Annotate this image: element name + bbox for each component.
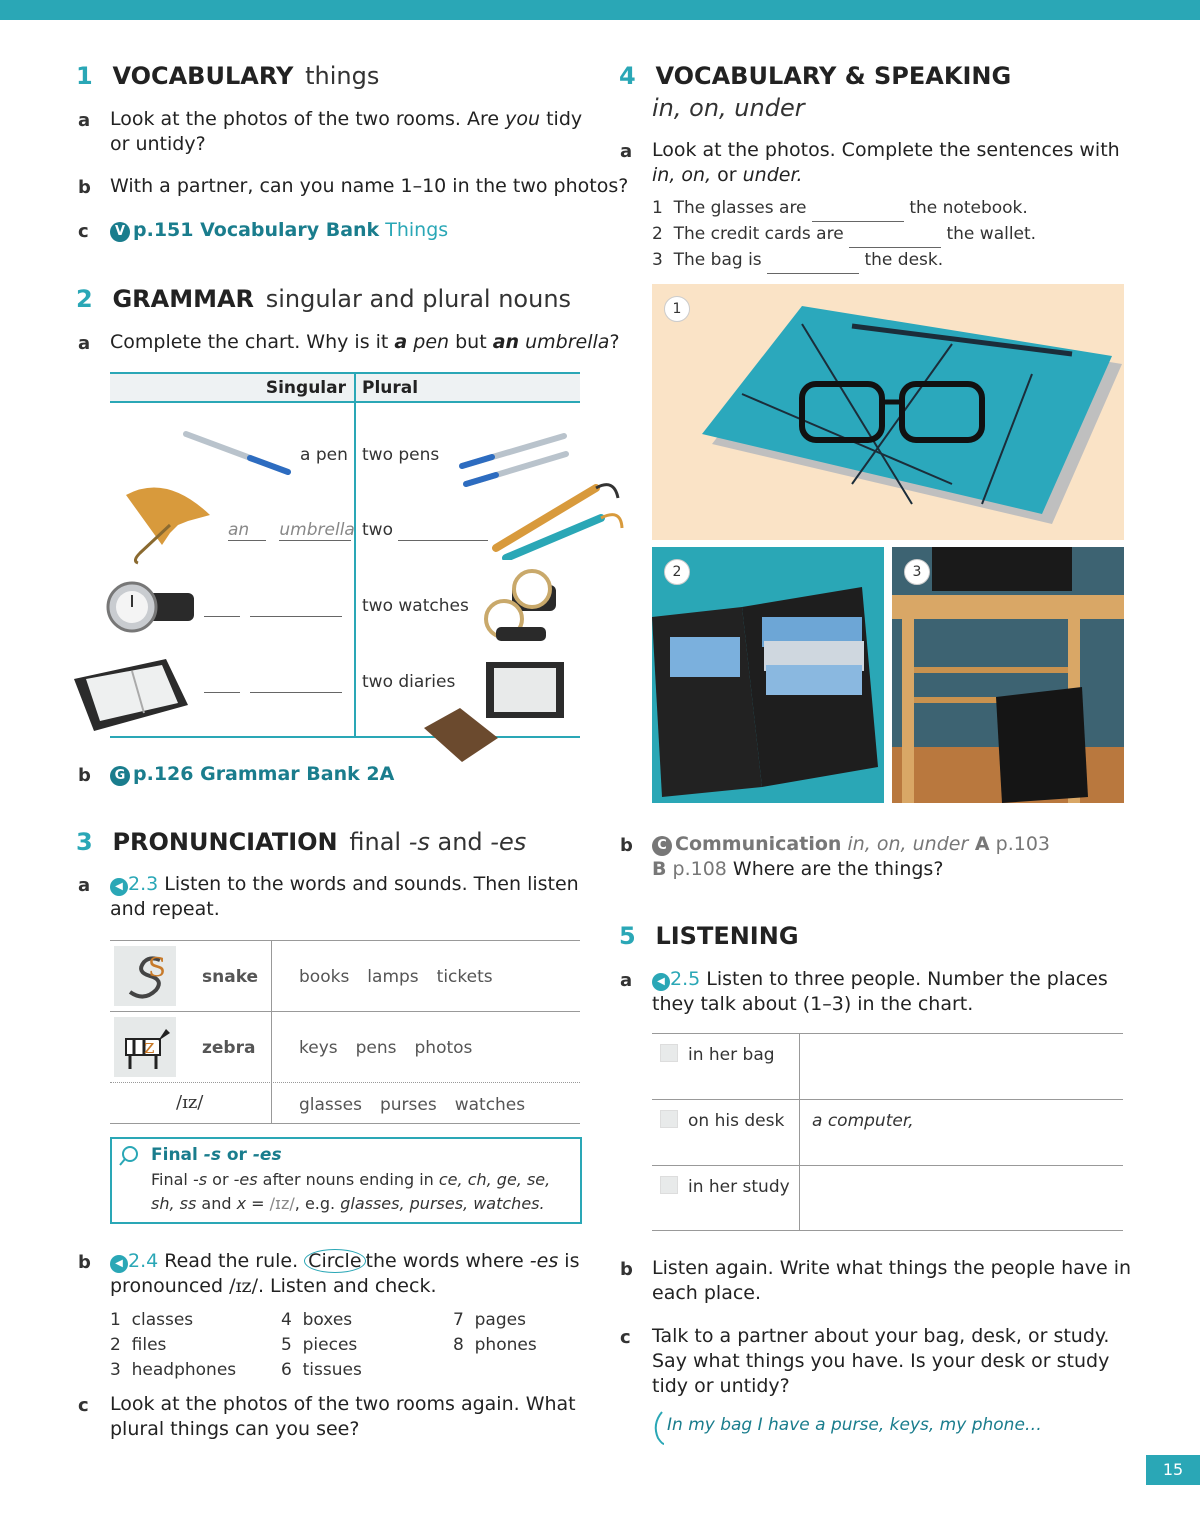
exercise-letter: a xyxy=(78,110,91,131)
exercise-3c-text: Look at the photos of the two rooms again. What plural things can you see? xyxy=(110,1393,576,1440)
sentence-list: 1 The glasses are the notebook. 2 The credit cards are the wallet. 3 The bag is the desk. xyxy=(652,196,1036,274)
svg-text:S: S xyxy=(148,953,166,983)
singular-diary-blank xyxy=(204,672,342,693)
chart-header-border xyxy=(110,401,580,403)
exercise-letter: c xyxy=(78,221,89,242)
plural-watches: two watches xyxy=(362,596,469,616)
audio-icon[interactable]: ◀ xyxy=(110,878,128,896)
section-subtitle: in, on, under xyxy=(652,94,805,122)
section-number: 5 xyxy=(619,922,636,950)
section-4-heading xyxy=(619,62,1011,90)
exercise-5c-text: Talk to a partner about your bag, desk, or study. Say what things you have. Is your desk or study tidy or untidy? xyxy=(652,1325,1110,1397)
communication-link[interactable]: C Communication in, on, under A p.103 B p.108 Where are the things? xyxy=(652,833,1050,880)
table-line xyxy=(110,940,580,941)
photo-notebook xyxy=(652,284,1124,540)
exercise-letter: a xyxy=(620,141,633,162)
section-title: LISTENING xyxy=(655,922,799,950)
section-number: 3 xyxy=(76,828,93,856)
magnifier-icon xyxy=(118,1145,140,1167)
exercise-1a-text: Look at the photos of the two rooms. Are you tidy or untidy? xyxy=(110,108,583,155)
audio-icon[interactable]: ◀ xyxy=(652,973,670,991)
exercise-letter: b xyxy=(78,1252,91,1273)
singular-umbrella: an umbrella xyxy=(228,520,355,540)
page-number: 15 xyxy=(1146,1455,1200,1485)
sound-iz: /ɪz/ xyxy=(176,1092,204,1113)
table-line xyxy=(110,1011,580,1012)
exercise-letter: c xyxy=(78,1395,89,1416)
zebra-icon xyxy=(114,1017,176,1077)
exercise-3a-text: ◀ 2.3 Listen to the words and sounds. Then listen and repeat. xyxy=(110,873,579,920)
pen-icon xyxy=(180,428,295,478)
exercise-letter: b xyxy=(620,835,633,856)
section-title: GRAMMAR xyxy=(112,285,255,313)
number-box[interactable] xyxy=(660,1044,678,1062)
section-number: 1 xyxy=(76,62,93,90)
exercise-2a-text: Complete the chart. Why is it a pen but an umbrella? xyxy=(110,331,620,353)
diary-icon xyxy=(70,655,195,735)
snake-words: books lamps tickets xyxy=(299,967,493,987)
tip-title: Final -s or -es xyxy=(151,1145,282,1165)
vocabulary-icon: V xyxy=(110,222,130,242)
exercise-letter: a xyxy=(78,333,91,354)
photo-label-1: 1 xyxy=(664,296,690,322)
photo-label-3: 3 xyxy=(904,559,930,585)
section-5-heading xyxy=(619,922,799,950)
sound-zebra: zebra xyxy=(202,1038,256,1058)
section-subtitle: singular and plural nouns xyxy=(265,285,572,313)
table-divider xyxy=(799,1033,800,1230)
zebra-words: keys pens photos xyxy=(299,1038,473,1058)
exercise-letter: b xyxy=(78,765,91,786)
circle-word: Circle xyxy=(304,1249,365,1273)
iz-words: glasses purses watches xyxy=(299,1095,526,1115)
table-line xyxy=(110,1082,580,1083)
grammar-icon: G xyxy=(110,766,130,786)
exercise-4a-text: Look at the photos. Complete the sentences with in, on, or under. xyxy=(652,139,1120,186)
top-bar xyxy=(0,0,1200,20)
snake-icon xyxy=(114,946,176,1006)
photo-desk xyxy=(892,547,1124,803)
place-3: in her study xyxy=(688,1177,790,1197)
word-list-col3: 7 pages 8 phones xyxy=(453,1310,537,1355)
grammar-bank-link[interactable]: G p.126 Grammar Bank 2A xyxy=(110,762,394,787)
exercise-3b-text: ◀ 2.4 Read the rule. Circle the words where -es is pronounced /ɪz/. Listen and check. xyxy=(110,1250,580,1297)
singular-pen: a pen xyxy=(300,445,348,465)
exercise-letter: c xyxy=(620,1327,631,1348)
umbrella-icon xyxy=(118,475,218,565)
plural-pens: two pens xyxy=(362,445,440,465)
section-subtitle: things xyxy=(305,62,380,90)
vocabulary-bank-link[interactable]: V p.151 Vocabulary Bank Things xyxy=(110,218,448,243)
photo-wallet xyxy=(652,547,884,803)
audio-icon[interactable]: ◀ xyxy=(110,1255,128,1273)
communication-icon: C xyxy=(652,836,672,856)
watches-icon xyxy=(482,565,562,647)
tip-text: Final -s or -es after nouns ending in ce, ch, ge, se, sh, ss and x = /ɪz/, e.g. glasses, purses, watches. xyxy=(151,1170,551,1213)
exercise-5b-text: Listen again. Write what things the people have in each place. xyxy=(652,1257,1132,1304)
section-number: 4 xyxy=(619,62,636,90)
table-divider xyxy=(271,940,272,1123)
svg-text:z: z xyxy=(144,1034,155,1058)
word-list-col2: 4 boxes 5 pieces 6 tissues xyxy=(281,1310,362,1380)
table-line xyxy=(652,1230,1123,1231)
watch-icon xyxy=(104,575,196,641)
section-2-heading xyxy=(76,285,571,313)
number-box[interactable] xyxy=(660,1110,678,1128)
exercise-letter: b xyxy=(620,1259,633,1280)
things-2[interactable]: a computer, xyxy=(812,1111,914,1131)
word-list-col1: 1 classes 2 files 3 headphones xyxy=(110,1310,237,1380)
exercise-letter: a xyxy=(620,970,633,991)
section-number: 2 xyxy=(76,285,93,313)
diaries-icon xyxy=(420,658,570,764)
exercise-1b-text: With a partner, can you name 1–10 in the two photos? xyxy=(110,175,629,197)
table-line xyxy=(652,1165,1123,1166)
photo-label-2: 2 xyxy=(664,559,690,585)
section-subtitle: final -s and -es xyxy=(349,828,527,856)
section-title: VOCABULARY xyxy=(112,62,294,90)
example-sentence: In my bag I have a purse, keys, my phone… xyxy=(667,1415,1042,1435)
plural-diaries: two diaries xyxy=(362,672,456,692)
exercise-letter: b xyxy=(78,177,91,198)
section-3-heading xyxy=(76,828,526,856)
place-1: in her bag xyxy=(688,1045,775,1065)
plural-umbrella: two xyxy=(362,520,488,541)
chart-header-plural: Plural xyxy=(362,378,419,398)
chart-header-singular: Singular xyxy=(265,378,346,398)
section-title: VOCABULARY & SPEAKING xyxy=(655,62,1012,90)
speech-bubble-icon xyxy=(650,1410,666,1446)
number-box[interactable] xyxy=(660,1176,678,1194)
exercise-5a-text: ◀ 2.5 Listen to three people. Number the places they talk about (1–3) in the chart. xyxy=(652,968,1108,1015)
section-title: PRONUNCIATION xyxy=(112,828,338,856)
singular-watch-blank xyxy=(204,596,342,617)
umbrellas-icon xyxy=(486,478,626,560)
section-1-heading xyxy=(76,62,379,90)
exercise-letter: a xyxy=(78,875,91,896)
table-line xyxy=(652,1033,1123,1034)
sound-snake: snake xyxy=(202,967,259,987)
chart-divider xyxy=(354,374,356,736)
table-line xyxy=(652,1099,1123,1100)
place-2: on his desk xyxy=(688,1111,785,1131)
table-line xyxy=(110,1123,580,1124)
